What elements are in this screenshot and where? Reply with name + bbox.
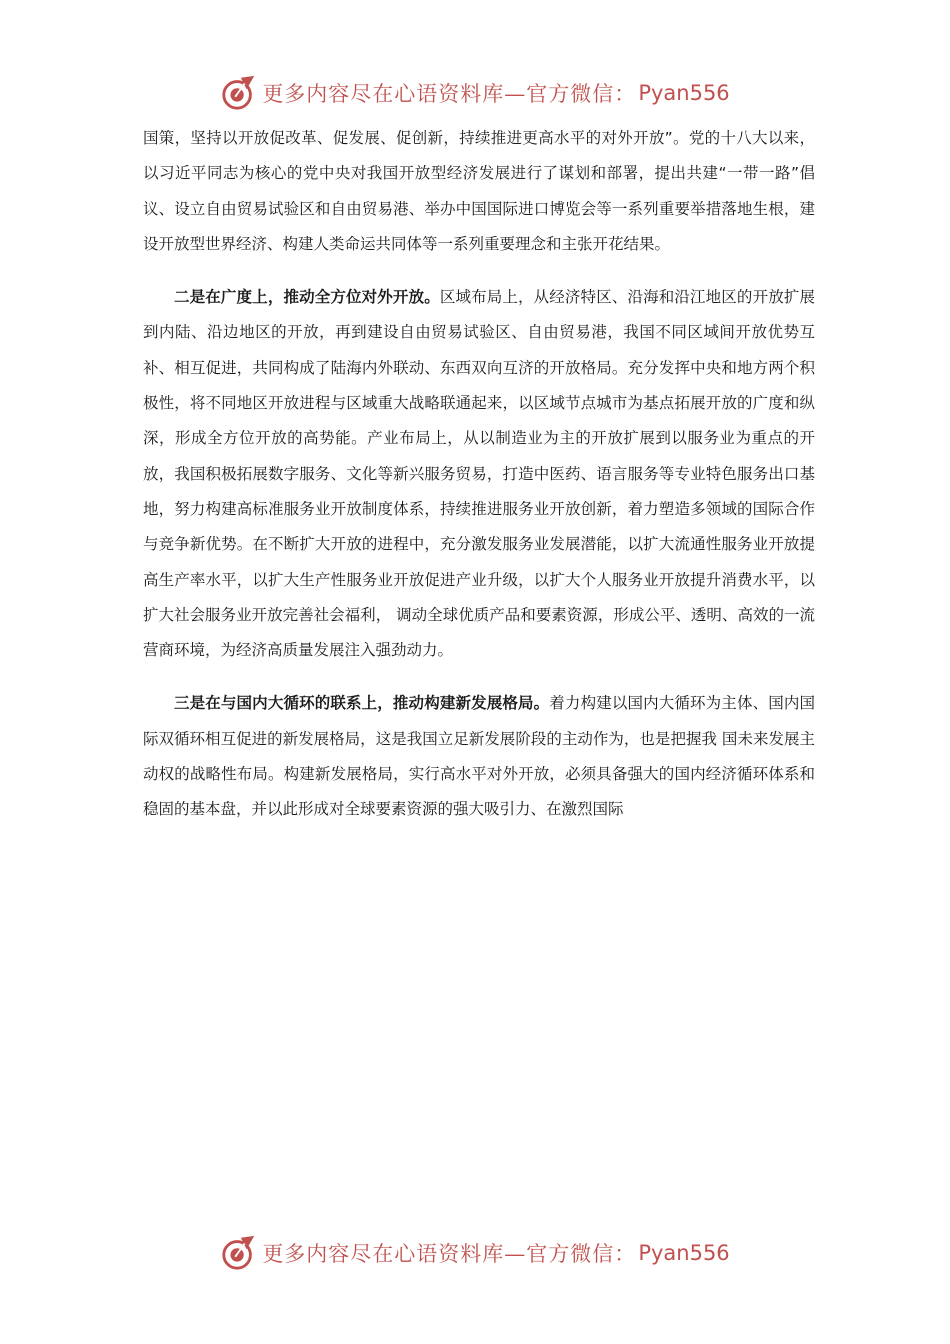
paragraph-text: 国策，坚持以开放促改革、促发展、促创新，持续推进更高水平的对外开放”。党的十八大以来，以习近平同志为核心的党中央对我国开放型经济发展进行了谋划和部署，提出共建“一带一路”倡议、设立自由贸易试验区和自由贸易港、举办中国国际进口博览会等一系列重要举措落地生根，建设开放型世界经济、构建人类命运共同体等一系列重要理念和主张开花结果。 bbox=[143, 129, 815, 253]
header-banner bbox=[0, 73, 950, 113]
paragraph-2 bbox=[143, 280, 815, 668]
banner-text: 更多内容尽在心语资料库—官方微信： bbox=[262, 1242, 637, 1266]
paragraph-1 bbox=[143, 121, 815, 262]
banner-text: 更多内容尽在心语资料库—官方微信： bbox=[262, 82, 637, 106]
document-body bbox=[143, 121, 815, 846]
paragraph-lead: 三是在与国内大循环的联系上，推动构建新发展格局。 bbox=[174, 694, 550, 713]
quill-seal-icon bbox=[220, 74, 258, 112]
wechat-id: Pyan556 bbox=[638, 1241, 730, 1265]
paragraph-text: 着力构建以国内大循环为主体、国内国际双循环相互促进的新发展格局，这是我国立足新发展阶段的主动作为，也是把握我 国未来发展主动权的战略性布局。构建新发展格局，实行高水平对外开放，必须具备强大的国内经济循环体系和稳固的基本盘，并以此形成对全球要素资源的强大吸引力、在激烈国际 bbox=[143, 694, 815, 819]
wechat-id: Pyan556 bbox=[638, 81, 730, 105]
paragraph-text: 区域布局上，从经济特区、沿海和沿江地区的开放扩展到内陆、沿边地区的开放，再到建设自由贸易试验区、自由贸易港，我国不同区域间开放优势互补、相互促进，共同构成了陆海内外联动、东西双向互济的开放格局。充分发挥中央和地方两个积极性，将不同地区开放进程与区域重大战略联通起来，以区域节点城市为基点拓展开放的广度和纵深，形成全方位开放的高势能。产业布局上，从以制造业为主的开放扩展到以服务业为重点的开放，我国积极拓展数字服务、文化等新兴服务贸易，打造中医药、语言服务等专业特色服务出口基地，努力构建高标准服务业开放制度体系，持续推进服务业开放创新，着力塑造多领域的国际合作与竞争新优势。在不断扩大开放的进程中，充分激发服务业发展潜能，以扩大流通性服务业开放提高生产率水平，以扩大生产性服务业开放促进产业升级，以扩大个人服务业开放提升消费水平，以扩大社会服务业开放完善社会福利， 调动全球优质产品和要素资源，形成公平、透明、高效的一流营商环境，为经济高质量发展注入强劲动力。 bbox=[143, 288, 815, 660]
quill-seal-icon bbox=[220, 1234, 258, 1272]
paragraph-3 bbox=[143, 686, 815, 827]
paragraph-lead: 二是在广度上，推动全方位对外开放。 bbox=[174, 288, 440, 307]
footer-banner bbox=[0, 1233, 950, 1273]
